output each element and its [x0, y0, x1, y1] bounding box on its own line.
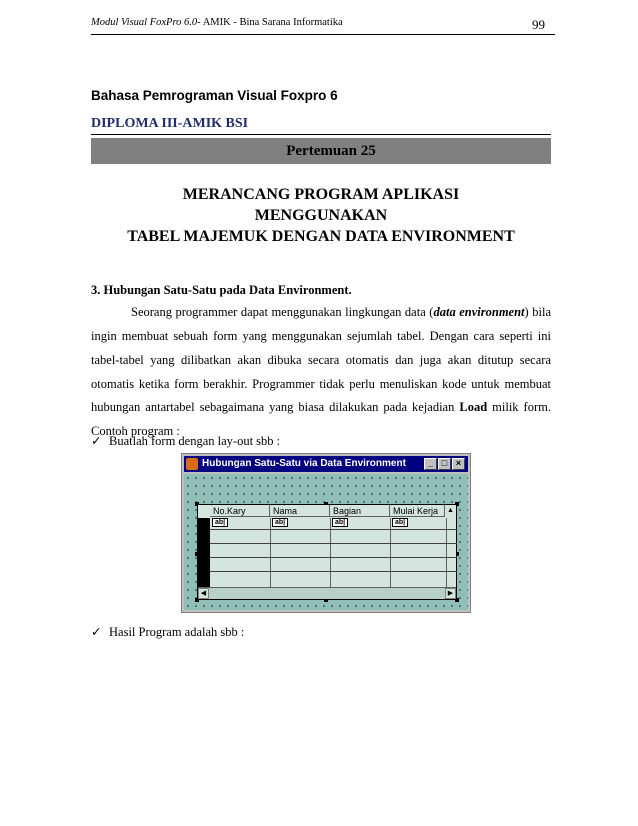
- foxpro-icon: [186, 458, 198, 470]
- form-designer-window: [181, 453, 471, 613]
- textbox-label: ab|: [272, 518, 288, 527]
- text-run: milik form.: [487, 400, 551, 414]
- paragraph-line-4: otomatis ketika form berakhir. Programmer tidak perlu menuliskan kode untuk membuat: [91, 377, 551, 391]
- text-run: Seorang programmer dapat menggunakan lingkungan data (: [131, 305, 434, 319]
- chapter-title-line-3: TABEL MAJEMUK DENGAN DATA ENVIRONMENT: [127, 228, 515, 245]
- row-divider: [210, 529, 457, 530]
- checkmark-icon: ✓: [91, 625, 102, 639]
- page-number: 99: [532, 17, 545, 32]
- term-load: Load: [459, 400, 488, 414]
- chapter-title-line-1: MERANCANG PROGRAM APLIKASI: [182, 186, 460, 203]
- paragraph-line-1: [91, 305, 551, 320]
- column-header-mulai-kerja[interactable]: Mulai Kerja: [390, 505, 446, 517]
- scroll-up-arrow[interactable]: ▲: [444, 505, 456, 517]
- textbox-label: ab|: [212, 518, 228, 527]
- textbox-control[interactable]: [270, 518, 288, 528]
- maximize-button[interactable]: □: [438, 458, 451, 470]
- column-header-bagian[interactable]: Bagian: [330, 505, 390, 517]
- bullet-text: Buatlah form dengan lay-out sbb :: [109, 434, 281, 448]
- column-header-nama[interactable]: Nama: [270, 505, 330, 517]
- form-canvas: [184, 474, 468, 610]
- text-run: hubungan antartabel sebagaimana yang biasa dilakukan pada kejadian: [91, 400, 460, 414]
- window-titlebar: [184, 456, 468, 472]
- close-button[interactable]: ×: [452, 458, 465, 470]
- textbox-control[interactable]: [330, 518, 348, 528]
- horizontal-scrollbar[interactable]: [198, 587, 456, 599]
- bullet-1: [91, 433, 280, 449]
- chapter-title-line-2: MENGGUNAKAN: [254, 207, 388, 224]
- paragraph-line-6: Contoh program :: [91, 424, 180, 438]
- term-data-environment: data environment: [433, 305, 525, 319]
- paragraph-line-2: ingin membuat sebuah form yang menggunakan sejumlah tabel. Dengan cara seperti ini: [91, 329, 551, 343]
- module-org: AMIK - Bina Sarana Informatika: [200, 17, 343, 28]
- scroll-left-arrow[interactable]: ◀: [198, 588, 209, 599]
- module-name: Modul Visual FoxPro 6.0-: [91, 17, 201, 28]
- course-subject: Bahasa Pemrograman Visual Foxpro 6: [91, 88, 338, 103]
- checkmark-icon: ✓: [91, 434, 102, 448]
- column-header-no-kary[interactable]: No.Kary: [210, 505, 270, 517]
- textbox-label: ab|: [332, 518, 348, 527]
- bullet-text: Hasil Program adalah sbb :: [109, 625, 245, 639]
- page-header: [91, 17, 555, 35]
- scroll-right-arrow[interactable]: ▶: [445, 588, 456, 599]
- data-grid[interactable]: [197, 504, 457, 600]
- row-divider: [210, 543, 457, 544]
- window-title: Hubungan Satu-Satu via Data Environment: [202, 458, 406, 469]
- minimize-button[interactable]: _: [424, 458, 437, 470]
- textbox-control[interactable]: [390, 518, 408, 528]
- section-heading: 3. Hubungan Satu-Satu pada Data Environment.: [91, 283, 352, 297]
- row-divider: [210, 557, 457, 558]
- paragraph-line-3: tabel-tabel yang dilibatkan akan dibuka secara otomatis dan juga akan ditutup secara: [91, 353, 551, 367]
- bullet-2: [91, 624, 244, 640]
- paragraph-line-5: [91, 400, 551, 415]
- text-run: ) bila: [524, 305, 551, 319]
- meeting-label: Pertemuan 25: [286, 143, 376, 159]
- institution: DIPLOMA III-AMIK BSI: [91, 116, 249, 131]
- divider: [91, 134, 551, 135]
- meeting-band: [91, 138, 551, 164]
- textbox-label: ab|: [392, 518, 408, 527]
- textbox-control[interactable]: [210, 518, 228, 528]
- record-selector: [198, 518, 210, 588]
- row-divider: [210, 571, 457, 572]
